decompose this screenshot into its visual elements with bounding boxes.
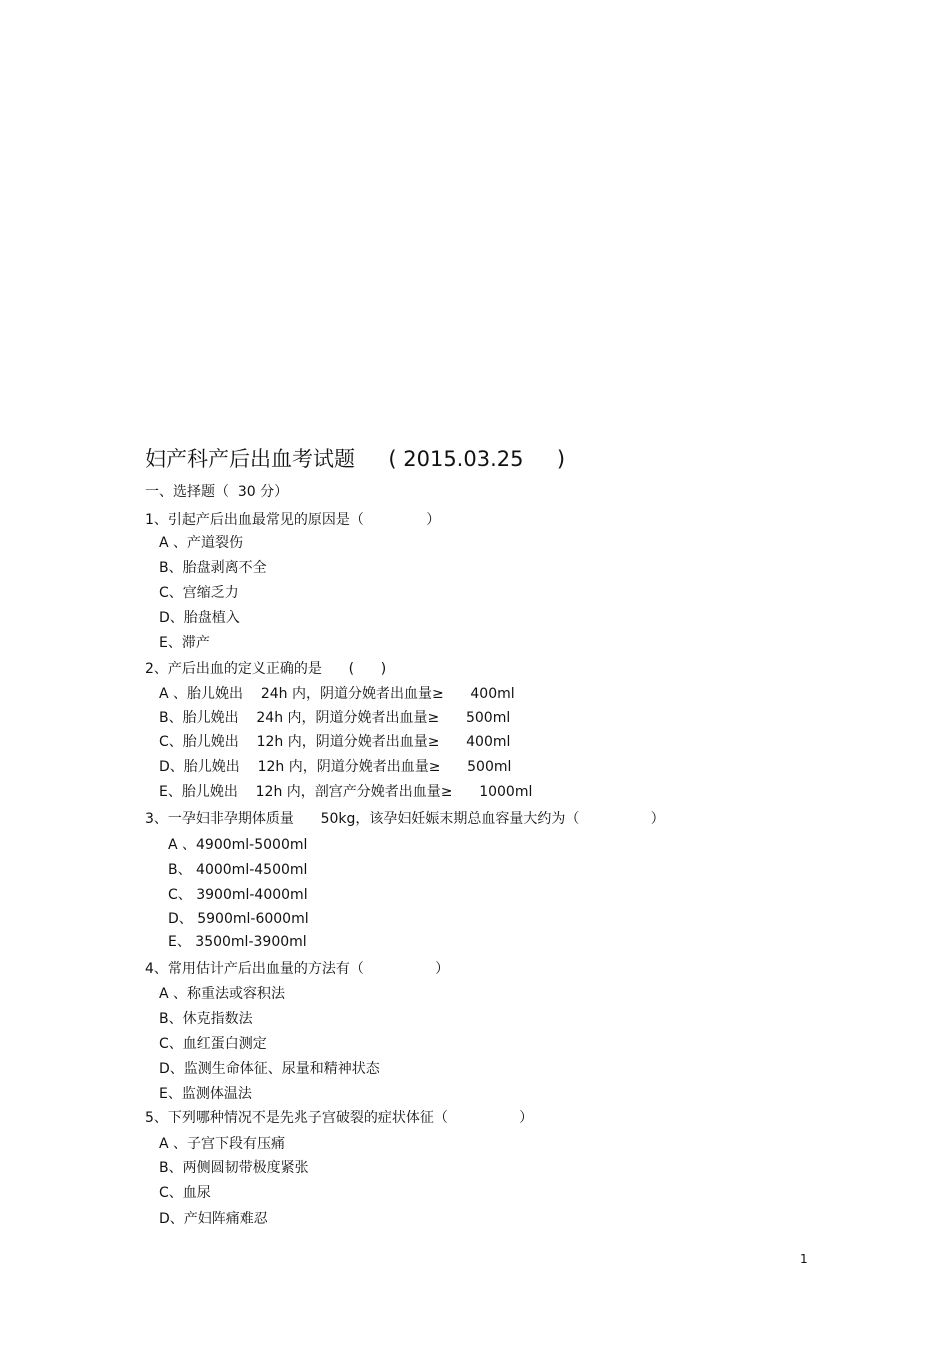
question-5-option-c: C、血尿 (159, 1185, 211, 1201)
question-4-option-e: E、监测体温法 (159, 1086, 252, 1102)
question-4-option-b: B、休克指数法 (159, 1011, 253, 1027)
question-3-option-b: B、 4000ml-4500ml (168, 862, 308, 878)
question-2-option-c: C、胎儿娩出 12h 内，阴道分娩者出血量≥ 400ml (159, 734, 511, 750)
question-2-option-e: E、胎儿娩出 12h 内，剖宫产分娩者出血量≥ 1000ml (159, 784, 533, 800)
question-1-option-d: D、胎盘植入 (159, 610, 240, 626)
question-3-option-c: C、 3900ml-4000ml (168, 887, 308, 903)
question-5-stem: 5、下列哪种情况不是先兆子宫破裂的症状体征（ ） (145, 1110, 534, 1126)
question-4-stem: 4、常用估计产后出血量的方法有（ ） (145, 961, 450, 977)
question-3-option-a: A 、4900ml-5000ml (168, 837, 308, 853)
question-2-option-a: A 、胎儿娩出 24h 内，阴道分娩者出血量≥ 400ml (159, 686, 515, 702)
question-1-option-a: A 、产道裂伤 (159, 535, 244, 551)
question-2-stem: 2、产后出血的定义正确的是 ( ) (145, 661, 387, 677)
question-3-option-e: E、 3500ml-3900ml (168, 934, 307, 950)
question-1-option-b: B、胎盘剥离不全 (159, 560, 267, 576)
question-2-option-d: D、胎儿娩出 12h 内，阴道分娩者出血量≥ 500ml (159, 759, 512, 775)
question-5-option-b: B、两侧圆韧带极度紧张 (159, 1160, 309, 1176)
page-number: 1 (800, 1252, 808, 1266)
question-4-option-a: A 、称重法或容积法 (159, 986, 286, 1002)
question-1-stem: 1、引起产后出血最常见的原因是（ ） (145, 512, 441, 528)
question-1-option-c: C、宫缩乏力 (159, 585, 239, 601)
question-5-option-a: A 、子宫下段有压痛 (159, 1136, 286, 1152)
document-title: 妇产科产后出血考试题 ( 2015.03.25 ) (145, 447, 566, 471)
question-2-option-b: B、胎儿娩出 24h 内，阴道分娩者出血量≥ 500ml (159, 710, 511, 726)
question-3-stem: 3、一孕妇非孕期体质量 50kg，该孕妇妊娠末期总血容量大约为（ ） (145, 811, 665, 827)
section-heading: 一、选择题（ 30 分） (145, 484, 289, 500)
question-3-option-d: D、 5900ml-6000ml (168, 911, 309, 927)
question-5-option-d: D、产妇阵痛难忍 (159, 1211, 268, 1227)
question-4-option-c: C、血红蛋白测定 (159, 1036, 267, 1052)
question-1-option-e: E、滞产 (159, 635, 210, 651)
question-4-option-d: D、监测生命体征、尿量和精神状态 (159, 1061, 380, 1077)
